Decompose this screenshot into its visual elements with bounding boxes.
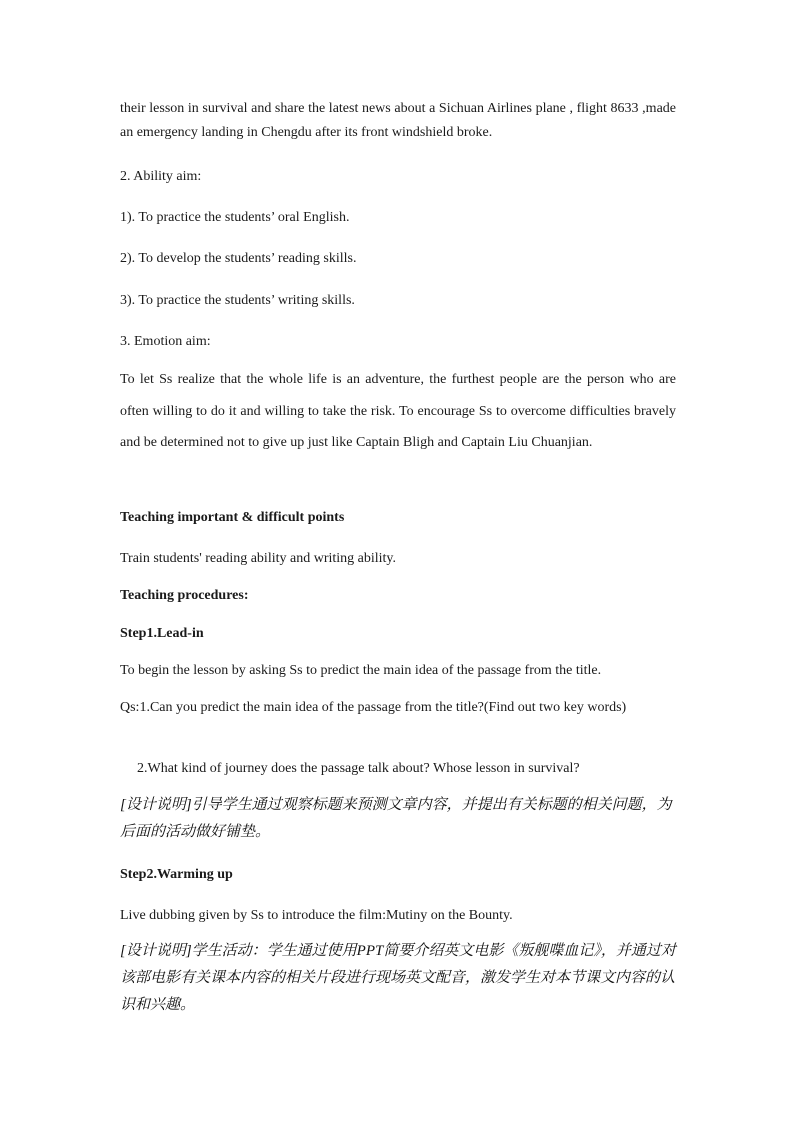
ability-aim-heading: 2. Ability aim:: [120, 169, 202, 184]
step1-question-1: Qs:1.Can you predict the main idea of the passage from the title?(Find out two key words): [120, 700, 627, 715]
important-points-heading: Teaching important & difficult points: [120, 510, 345, 525]
important-points-text: Train students' reading ability and writing ability.: [120, 551, 397, 566]
teaching-procedures-heading: Teaching procedures:: [120, 588, 249, 603]
step1-design-note: [设计说明]引导学生通过观察标题来预测文章内容，并提出有关标题的相关问题，为后面的活动做好铺垫。: [120, 797, 672, 840]
step1-question-2: 2.What kind of journey does the passage talk about? Whose lesson in survival?: [137, 761, 580, 776]
emotion-aim-paragraph: To let Ss realize that the whole life is an adventure, the furthest people are the person who are often willing to do it and willing to take the risk. To encourage Ss to overcome difficulties bravely and be determined not to give up just like Captain Bligh and Captain Liu Chuanjian.: [120, 372, 676, 450]
step2-text: Live dubbing given by Ss to introduce the film:Mutiny on the Bounty.: [120, 908, 513, 923]
ability-item-1: 1). To practice the students’ oral English.: [120, 210, 350, 225]
intro-paragraph: their lesson in survival and share the latest news about a Sichuan Airlines plane , flight 8633 ,made an emergency landing in Chengdu after its front windshield broke.: [120, 101, 676, 140]
emotion-aim-heading: 3. Emotion aim:: [120, 334, 211, 349]
ability-item-2: 2). To develop the students’ reading skills.: [120, 251, 357, 266]
step1-text: To begin the lesson by asking Ss to predict the main idea of the passage from the title.: [120, 663, 602, 678]
step2-heading: Step2.Warming up: [120, 867, 233, 882]
step2-design-note: [设计说明]学生活动：学生通过使用PPT简要介绍英文电影《叛舰喋血记》，并通过对该部电影有关课本内容的相关片段进行现场英文配音，激发学生对本节课文内容的认识和兴趣。: [120, 943, 676, 1013]
ability-item-3: 3). To practice the students’ writing skills.: [120, 293, 355, 308]
step1-heading: Step1.Lead-in: [120, 626, 204, 641]
